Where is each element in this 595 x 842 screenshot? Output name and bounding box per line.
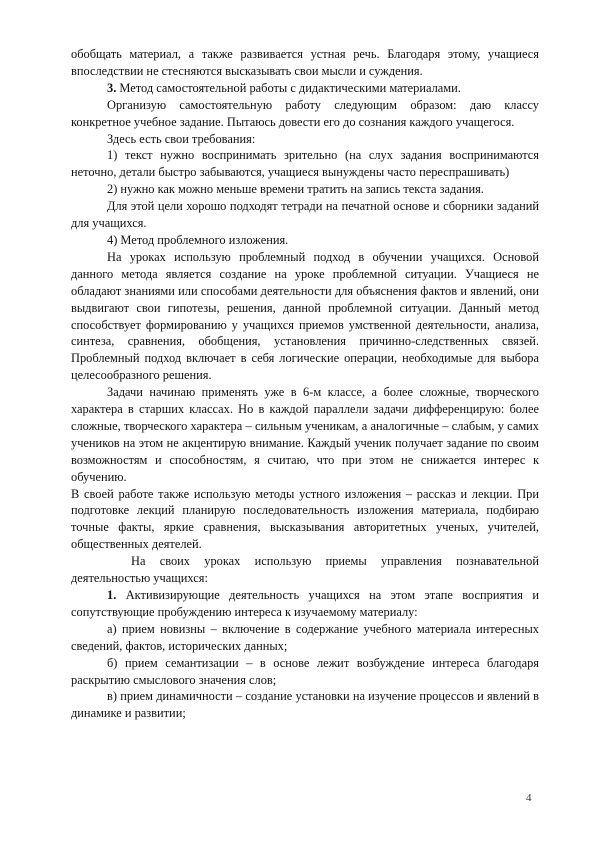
paragraph-2-number: 3.: [107, 80, 117, 95]
page-number: 4: [526, 792, 532, 804]
paragraph-1: обобщать материал, а также развивается устная речь. Благодаря этому, учащиеся впоследствии не стесняются высказывать свои мысли и суждения.: [71, 47, 539, 78]
paragraph-5: 1) текст нужно воспринимать зрительно (на слух задания воспринимаются неточно, детали быстро забываются, учащиеся вынуждены часто переспрашивать): [71, 148, 539, 180]
paragraph-14: а) прием новизны – включение в содержание учебного материала интересных сведений, фактов, исторических данных;: [71, 621, 539, 653]
paragraph-13-text: Активизирующие деятельность учащихся на этом этапе восприятия и сопутствующие пробуждению интереса к изучаемому материалу:: [71, 588, 539, 619]
paragraph-4: Здесь есть свои требования:: [107, 131, 256, 146]
paragraph-10: Задачи начинаю применять уже в 6-м классе, а более сложные, творческого характера в старших классах. Но в каждой параллели задачи дифференцирую: более сложные, творческого характера – сильным ученикам, а аналогичные – слабым, у самих учеников на этом не акцентирую внимание. Каждый ученик получает задание по своим возможностям и способностям, я считаю, что при этом не снижается интерес к обучению.: [71, 385, 539, 484]
paragraph-13: [71, 587, 539, 621]
paragraph-16: в) прием динамичности – создание установки на изучение процессов и явлений в динамике и развитии;: [71, 689, 539, 721]
document-page: [71, 46, 539, 722]
paragraph-15: б) прием семантизации – в основе лежит возбуждение интереса благодаря раскрытию смыслового значения слов;: [71, 655, 539, 687]
paragraph-11: В своей работе также использую методы устного изложения – рассказ и лекции. При подготовке лекций планирую последовательность изложения материала, подбираю точные факты, яркие сравнения, высказывания авторитетных ученых, учителей, общественных деятелей.: [71, 486, 539, 552]
paragraph-13-number: 1.: [107, 588, 117, 602]
paragraph-8: 4) Метод проблемного изложения.: [107, 232, 289, 247]
paragraph-9: На уроках использую проблемный подход в обучении учащихся. Основой данного метода является создание на уроке проблемной ситуации. Учащиеся не обладают знаниями или способами деятельности для объяснения фактов и явлений, они выдвигают свои гипотезы, решения, данной проблемной ситуации. Данный метод способствует формированию у учащихся приемов умственной деятельности, анализа, синтеза, сравнения, обобщения, установления причинно-следственных связей. Проблемный подход включает в себя логические операции, необходимые для выбора целесообразного решения.: [71, 249, 539, 383]
paragraph-3: Организую самостоятельную работу следующим образом: даю классу конкретное учебное задание. Пытаюсь довести его до сознания каждого учащегося.: [71, 97, 539, 129]
paragraph-2-heading: [71, 80, 539, 97]
paragraph-2-text: Метод самостоятельной работы с дидактическими материалами.: [116, 80, 461, 95]
paragraph-6: 2) нужно как можно меньше времени тратить на запись текста задания.: [107, 182, 484, 197]
paragraph-12: На своих уроках использую приемы управления познавательной деятельностью учащихся:: [71, 554, 539, 586]
paragraph-7: Для этой цели хорошо подходят тетради на печатной основе и сборники заданий для учащихся.: [71, 199, 539, 231]
